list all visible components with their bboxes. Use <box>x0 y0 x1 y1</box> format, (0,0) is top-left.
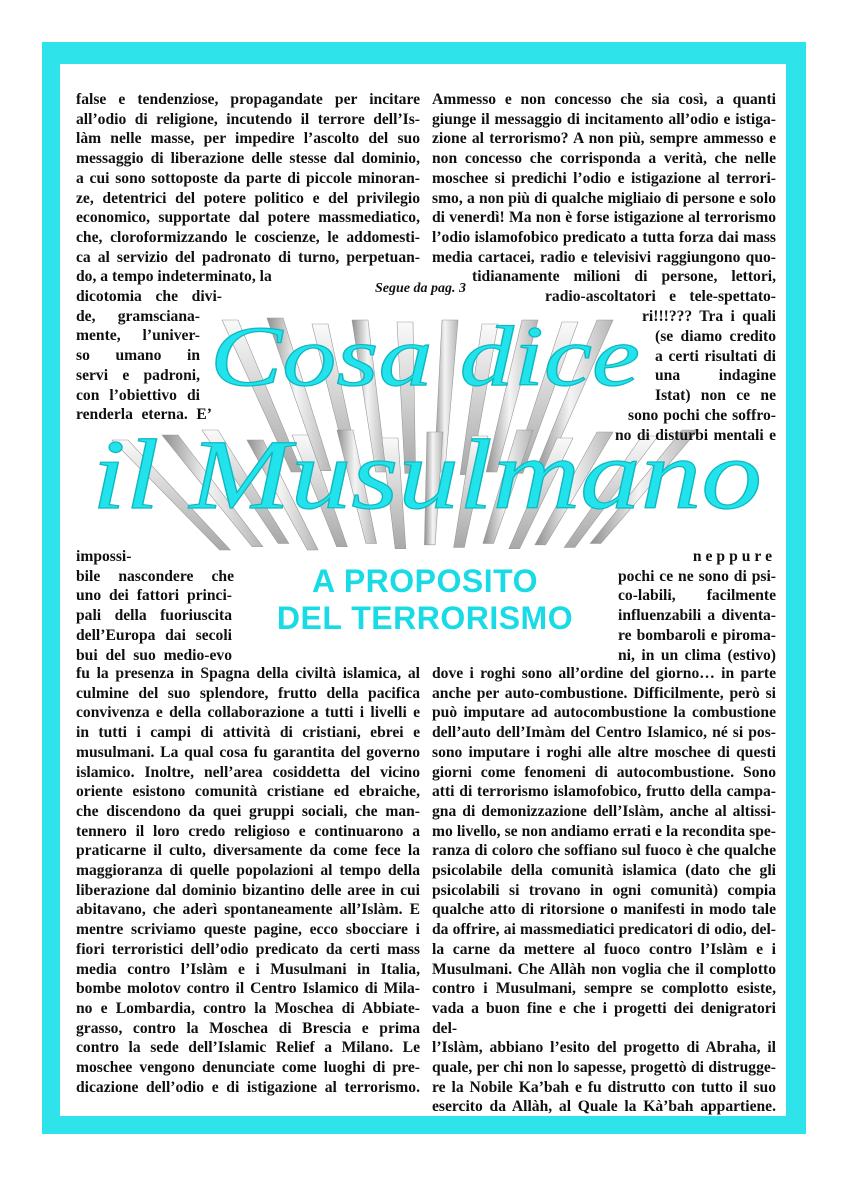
title-line-1: Cosa dice <box>210 308 640 404</box>
text-line: economico, supportate dal potere massmediatico, <box>76 209 420 227</box>
text-line: che, cloroformizzando le coscienze, le addomesti- <box>76 228 420 246</box>
text-line: re la Nobile Ka’bah e fu distrutto con tutto il suo <box>432 1078 776 1096</box>
text-line: renderla eterna. E’ <box>76 406 212 424</box>
continued-from-note: Segue da pag. 3 <box>375 281 466 296</box>
text-line: dell’Europa dai secoli <box>76 626 232 644</box>
text-line: mente, l’univer- <box>76 327 200 345</box>
text-line: dicotomia che divi- <box>76 288 222 305</box>
text-line: maggioranza di quelle popolazioni al tempo della <box>76 862 420 880</box>
text-line: tidianamente milioni di persone, lettori, <box>472 268 776 286</box>
text-line: bile nascondere che <box>76 567 234 585</box>
text-line: no e Lombardia, contro la Moschea di Abbiate- <box>76 999 420 1017</box>
text-line: giunge il messaggio di incitamento all’odio e istiga- <box>432 110 776 128</box>
text-line: convivenza e della collaborazione a tutti i livelli e <box>76 704 420 722</box>
text-line: con l’obiettivo di <box>76 386 200 404</box>
text-line: làm nelle masse, per impedire l’ascolto del suo <box>76 130 420 148</box>
right-column-wrap-a <box>545 287 776 307</box>
text-line: so umano in <box>76 347 200 365</box>
text-line: pali della fuoriuscita <box>76 607 232 625</box>
text-line: anche per auto-combustione. Difficilmente, però si <box>432 684 776 702</box>
text-line: sono pochi che soffro- <box>628 406 776 424</box>
text-line: la carne da mettere al fuoco contro l’Islàm e i <box>432 940 776 958</box>
text-line: mo livello, se non andiamo errati e la recondita spe- <box>432 822 776 840</box>
text-line: dove i roghi sono all’ordine del giorno… in parte <box>432 665 776 682</box>
text-line: all’odio di religione, incutendo il terrore dell’Is- <box>76 110 420 128</box>
text-line: contro i Musulmani, sempre se complotto esiste, <box>432 980 776 998</box>
subtitle-line-2: DEL TERRORISMO <box>276 600 574 636</box>
right-column-wrap-c <box>615 327 776 445</box>
left-column-wrap <box>76 287 222 425</box>
text-line: impossi- <box>76 548 132 565</box>
text-line: do, a tempo indeterminato, la <box>76 268 272 286</box>
text-line: psicolabili si trovano in ogni comunità) compia <box>432 881 776 899</box>
text-line: uno dei fattori princi- <box>76 587 232 605</box>
text-line: servi e padroni, <box>76 366 200 384</box>
text-line: culmine del suo splendore, frutto della pacifica <box>76 684 420 702</box>
text-line: ze, detentrici del potere politico e del privilegio <box>76 189 420 207</box>
subtitle-line-1: A PROPOSITO <box>312 563 538 599</box>
text-line: islamico. Inoltre, nell’area cosiddetta del vicino <box>76 763 420 781</box>
text-line: ni, in un clima (estivo) <box>618 646 776 664</box>
text-line: ri!!!??? Tra i quali <box>642 308 776 325</box>
text-line: oriente esistono comunità cristiane ed ebraiche, <box>76 783 420 801</box>
text-line: radio-ascoltatori e tele-spettato- <box>545 288 776 305</box>
text-line: Istat) non ce ne <box>655 387 776 405</box>
text-line: musulmani. La qual cosa fu garantita del governo <box>76 743 420 761</box>
text-line: false e tendenziose, propagandate per incitare <box>76 91 420 108</box>
text-line: grasso, contro la Moschea di Brescia e prima <box>76 1019 420 1037</box>
text-line: sono imputare i roghi alle altre moschee di questi <box>432 743 776 761</box>
text-line: (se diamo credito <box>655 328 776 345</box>
text-line: l’Islàm, abbiano l’esito del progetto di Abraha, il <box>432 1039 776 1057</box>
text-line: praticarne il culto, diversamente da come fece la <box>76 842 420 860</box>
text-line: no di disturbi mentali e <box>615 426 776 444</box>
right-column-top <box>432 90 776 287</box>
text-line: esercito da Allàh, al Quale la Kà’bah appartiene. <box>432 1098 776 1116</box>
subtitle <box>240 563 610 637</box>
text-line: a certi risultati di <box>655 347 776 365</box>
text-line: giorni come fenomeni di autocombustione. Sono <box>432 763 776 781</box>
text-line: bui del suo medio-evo <box>76 646 232 664</box>
text-line: media contro l’Islàm e i Musulmani in Italia, <box>76 960 420 978</box>
text-line: di venerdì! Ma non è forse istigazione al terrorismo <box>432 209 776 227</box>
text-line: quale, per chi non lo sapesse, progettò di distrugge- <box>432 1059 776 1077</box>
text-line: moschee vengono denunciate come luoghi di pre- <box>76 1059 420 1077</box>
text-line: in tutti i campi di attività di cristiani, ebrei e <box>76 724 420 742</box>
text-line: mentre scriviamo queste pagine, ecco sbocciare i <box>76 921 420 939</box>
text-line: l’odio islamofobico predicato a tutta forza dai mass <box>432 228 776 246</box>
text-line: Ammesso e non concesso che sia così, a quanti <box>432 91 776 108</box>
text-line: fiori terroristici dell’odio predicato da certi mass <box>76 940 420 958</box>
text-line: dell’auto dell’Imàm del Centro Islamico, né si pos- <box>432 724 776 742</box>
text-line: moschee si predichi l’odio e istigazione al terrori- <box>432 169 776 187</box>
text-line: co-labili, facilmente <box>618 587 776 605</box>
text-line: liberazione dal dominio bizantino delle aree in cui <box>76 881 420 899</box>
right-column-wrap-b <box>642 307 776 327</box>
text-line: una indagine <box>655 367 776 385</box>
text-line: a cui sono sottoposte da parte di piccole minoran- <box>76 169 420 187</box>
title-line-2: il Musulmano <box>92 419 762 530</box>
text-line: influenzabili a diventa- <box>618 607 776 625</box>
text-line: Musulmani. Che Allàh non voglia che il complotto <box>432 960 776 978</box>
text-line: fu la presenza in Spagna della civiltà islamica, al <box>76 665 420 682</box>
text-line: media cartacei, radio e televisivi raggiungono quo- <box>432 248 776 266</box>
text-line: messaggio di liberazione delle stesse dal dominio, <box>76 150 420 168</box>
text-line: psicolabile della comunità islamica (dato che gli <box>432 862 776 880</box>
text-line: abitavano, che aderì spontaneamente all’Islàm. E <box>76 901 420 919</box>
left-column-top <box>76 90 420 287</box>
text-line: dicazione dell’odio e di istigazione al terrorismo. <box>76 1078 420 1096</box>
text-line: può imputare ad autocombustione la combustione <box>432 704 776 722</box>
text-line: tennero il loro credo religioso e continuarono a <box>76 822 420 840</box>
left-column-bottom <box>76 664 420 1097</box>
text-line: de, gramsciana- <box>76 307 200 325</box>
text-line: non concesso che corrisponda a verità, che nelle <box>432 150 776 168</box>
left-column-mid <box>76 547 236 665</box>
text-line: contro la sede dell’Islamic Relief a Milano. Le <box>76 1039 420 1057</box>
text-line: pochi ce ne sono di psi- <box>618 567 776 585</box>
text-line: zione al terrorismo? A non più, sempre ammesso e <box>432 130 776 148</box>
text-line: smo, a non più di qualche migliaio di persone e solo <box>432 189 776 207</box>
text-line: ranza di coloro che soffiano sul fuoco è che qualche <box>432 842 776 860</box>
text-line: vada a buon fine e che i progetti dei denigratori del- <box>432 999 776 1037</box>
text-line: qualche atto di ritorsione o manifesti in modo tale <box>432 901 776 919</box>
text-line: neppure <box>692 548 776 565</box>
right-column-bottom <box>432 664 776 1117</box>
right-column-mid <box>618 547 776 665</box>
text-line: atti di terrorismo islamofobico, frutto della campa- <box>432 783 776 801</box>
text-line: bombe molotov contro il Centro Islamico di Mila- <box>76 980 420 998</box>
text-line: da offrire, ai massmediatici predicatori di odio, del- <box>432 921 776 939</box>
text-line: re bombaroli e piroma- <box>618 626 776 644</box>
text-line: che discendono da quei gruppi sociali, che man- <box>76 802 420 820</box>
text-line: gna di demonizzazione dell’Islàm, anche al altissi- <box>432 802 776 820</box>
text-line: ca al servizio del padronato di turno, perpetuan- <box>76 248 420 266</box>
